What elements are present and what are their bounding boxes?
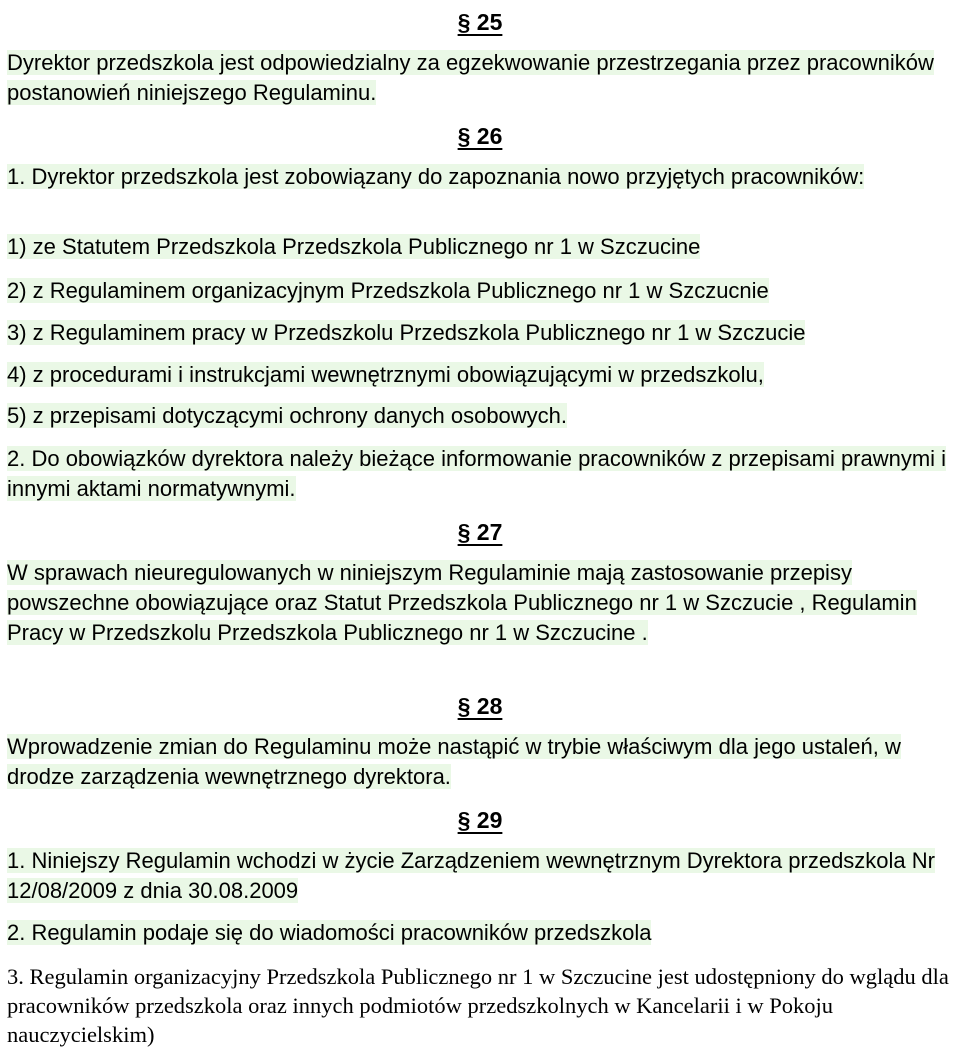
section-29-paragraph-3: 3. Regulamin organizacyjny Przedszkola Publicznego nr 1 w Szczucine jest udostępniony do wglądu dla pracowników przedszkola oraz innych podmiotów przedszkolnych w Kancelarii i w Pokoju nauczycielskim) [7,964,949,1047]
section-27-heading: § 27 [457,519,503,545]
section-29-heading: § 29 [457,807,503,833]
section-26-heading: § 26 [457,123,503,149]
section-25-heading: § 25 [457,9,503,35]
section-25-text: Dyrektor przedszkola jest odpowiedzialny za egzekwowanie przestrzegania przez pracowników postanowień niniejszego Regulaminu. [7,50,934,105]
section-29-paragraph-2: 2. Regulamin podaje się do wiadomości pracowników przedszkola [7,920,652,945]
section-26-item-4: 4) z procedurami i instrukcjami wewnętrznymi obowiązującymi w przedszkolu, [7,362,764,387]
section-27-text: W sprawach nieuregulowanych w niniejszym Regulaminie mają zastosowanie przepisy powszechne obowiązujące oraz Statut Przedszkola Publicznego nr 1 w Szczucie , Regulamin Pracy w Przedszkolu Przedszkola Publicznego nr 1 w Szczucine . [7,560,917,645]
section-26-item-1: 1) ze Statutem Przedszkola Przedszkola Publicznego nr 1 w Szczucine [7,234,701,259]
section-26-item-2: 2) z Regulaminem organizacyjnym Przedszkola Publicznego nr 1 w Szczucnie [7,278,769,303]
section-26-paragraph-1: 1. Dyrektor przedszkola jest zobowiązany do zapoznania nowo przyjętych pracowników: [7,164,865,189]
section-29-paragraph-1: 1. Niniejszy Regulamin wchodzi w życie Zarządzeniem wewnętrznym Dyrektora przedszkola Nr 12/08/2009 z dnia 30.08.2009 [7,848,935,903]
section-28-heading: § 28 [457,693,503,719]
section-26-item-3: 3) z Regulaminem pracy w Przedszkolu Przedszkola Publicznego nr 1 w Szczucie [7,320,806,345]
section-26-item-5: 5) z przepisami dotyczącymi ochrony danych osobowych. [7,403,568,428]
section-28-text: Wprowadzenie zmian do Regulaminu może nastąpić w trybie właściwym dla jego ustaleń, w drodze zarządzenia wewnętrznego dyrektora. [7,734,901,789]
section-26-paragraph-2: 2. Do obowiązków dyrektora należy bieżące informowanie pracowników z przepisami prawnymi i innymi aktami normatywnymi. [7,446,947,501]
